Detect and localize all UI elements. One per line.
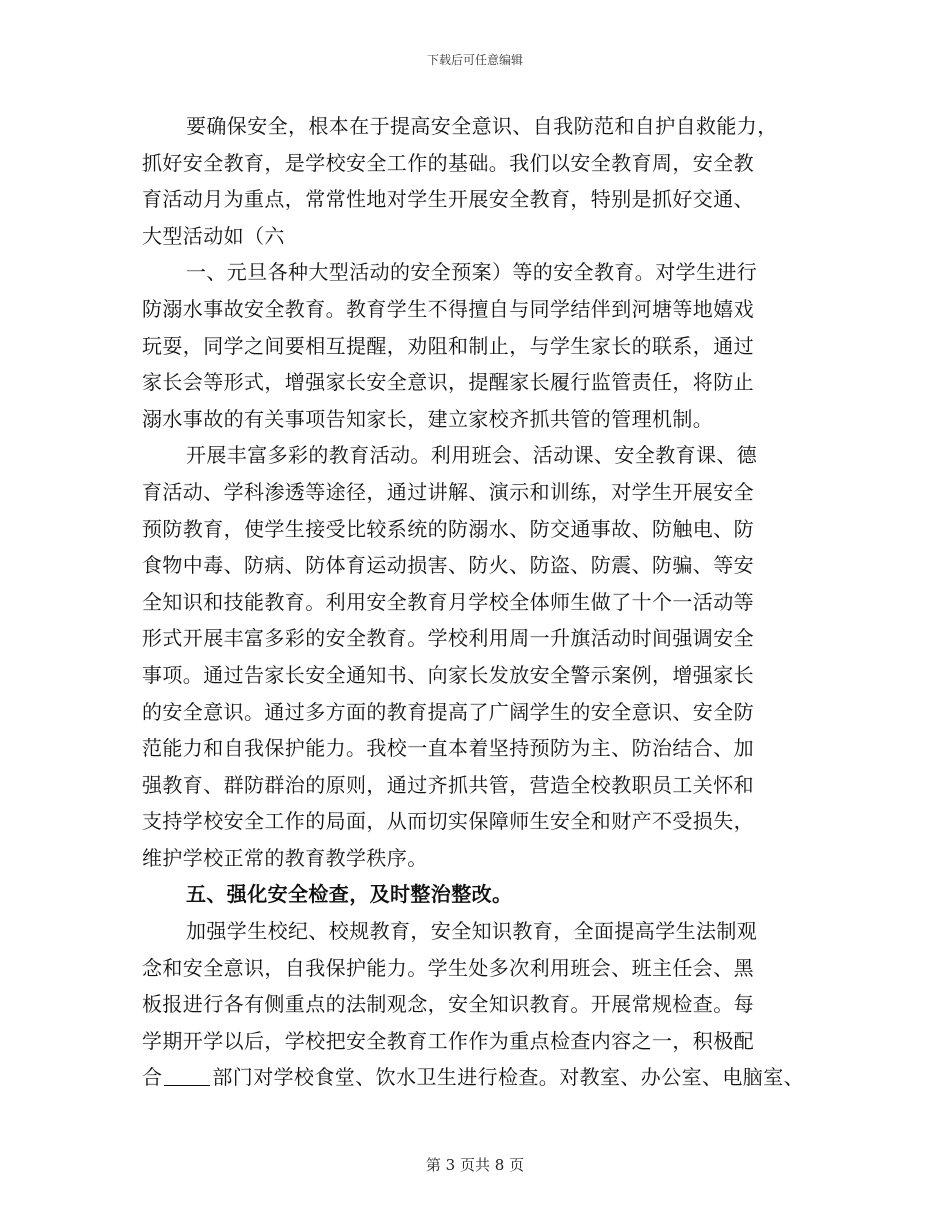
text-line: 食物中毒、防病、防体育运动损害、防火、防盗、防震、防骗、等安 [142,553,754,578]
page-footer: 第 3 页共 8 页 [425,1156,525,1174]
text-line: 全知识和技能教育。利用安全教育月学校全体师生做了十个一活动等 [142,589,754,614]
text-line: 预防教育，使学生接受比较系统的防溺水、防交通事故、防触电、防 [142,516,754,541]
text-line: 形式开展丰富多彩的安全教育。学校利用周一升旗活动时间强调安全 [142,626,754,651]
text-line: 支持学校安全工作的局面，从而切实保障师生安全和财产不受损失， [142,809,754,834]
text-line: 念和安全意识，自我保护能力。学生处多次利用班会、班主任会、黑 [142,955,754,980]
text-line: 大型活动如（六 [142,223,285,248]
text-line: 溺水事故的有关事项告知家长，建立家校齐抓共管的管理机制。 [142,406,714,431]
text-line: 开展丰富多彩的教育活动。利用班会、活动课、安全教育课、德 [186,443,758,468]
text-line: 家长会等形式，增强家长安全意识，提醒家长履行监管责任，将防止 [142,370,754,395]
text-line: 玩耍，同学之间要相互提醒，劝阻和制止，与学生家长的联系，通过 [142,333,754,358]
text-line: 抓好安全教育，是学校安全工作的基础。我们以安全教育周，安全教 [142,150,754,175]
text-line: 学期开学以后，学校把安全教育工作作为重点检查内容之一，积极配 [142,1028,754,1053]
text-line: 范能力和自我保护能力。我校一直本着坚持预防为主、防治结合、加 [142,736,754,761]
text-line: 事项。通过告家长安全通知书、向家长发放安全警示案例，增强家长 [142,662,754,687]
page-header: 下载后可任意编辑 [426,53,523,67]
text-line: 板报进行各有侧重点的法制观念，安全知识教育。开展常规检查。每 [142,992,754,1017]
text-line: 加强学生校纪、校规教育，安全知识教育，全面提高学生法制观 [186,919,758,944]
text-line: 育活动月为重点，常常性地对学生开展安全教育，特别是抓好交通、 [142,187,754,212]
text-line: 强教育、群防群治的原则，通过齐抓共管，营造全校教职员工关怀和 [142,772,754,797]
fill-in-blank [164,1063,210,1086]
section-heading: 五、强化安全检查，及时整治整改。 [186,882,513,907]
text-line: 育活动、学科渗透等途径，通过讲解、演示和训练，对学生开展安全 [142,479,754,504]
text-line: 防溺水事故安全教育。教育学生不得擅自与同学结伴到河塘等地嬉戏 [142,296,754,321]
text-line: 要确保安全，根本在于提高安全意识、自我防范和自护自救能力， [186,114,778,138]
text-line: 的安全意识。通过多方面的教育提高了广阔学生的安全意识、安全防 [142,699,754,724]
paragraph-block [142,108,832,876]
text-line: 一、元旦各种大型活动的安全预案）等的安全教育。对学生进行 [186,260,758,285]
text-fragment: 合 [142,1065,163,1090]
document-body [142,108,832,1096]
text-fragment: 部门对学校食堂、饮水卫生进行检查。对教室、办公室、电脑室、 [212,1065,805,1090]
paragraph-block [142,913,832,1059]
text-line: 维护学校正常的教育教学秩序。 [142,845,428,870]
text-line-with-blank [142,1059,832,1096]
